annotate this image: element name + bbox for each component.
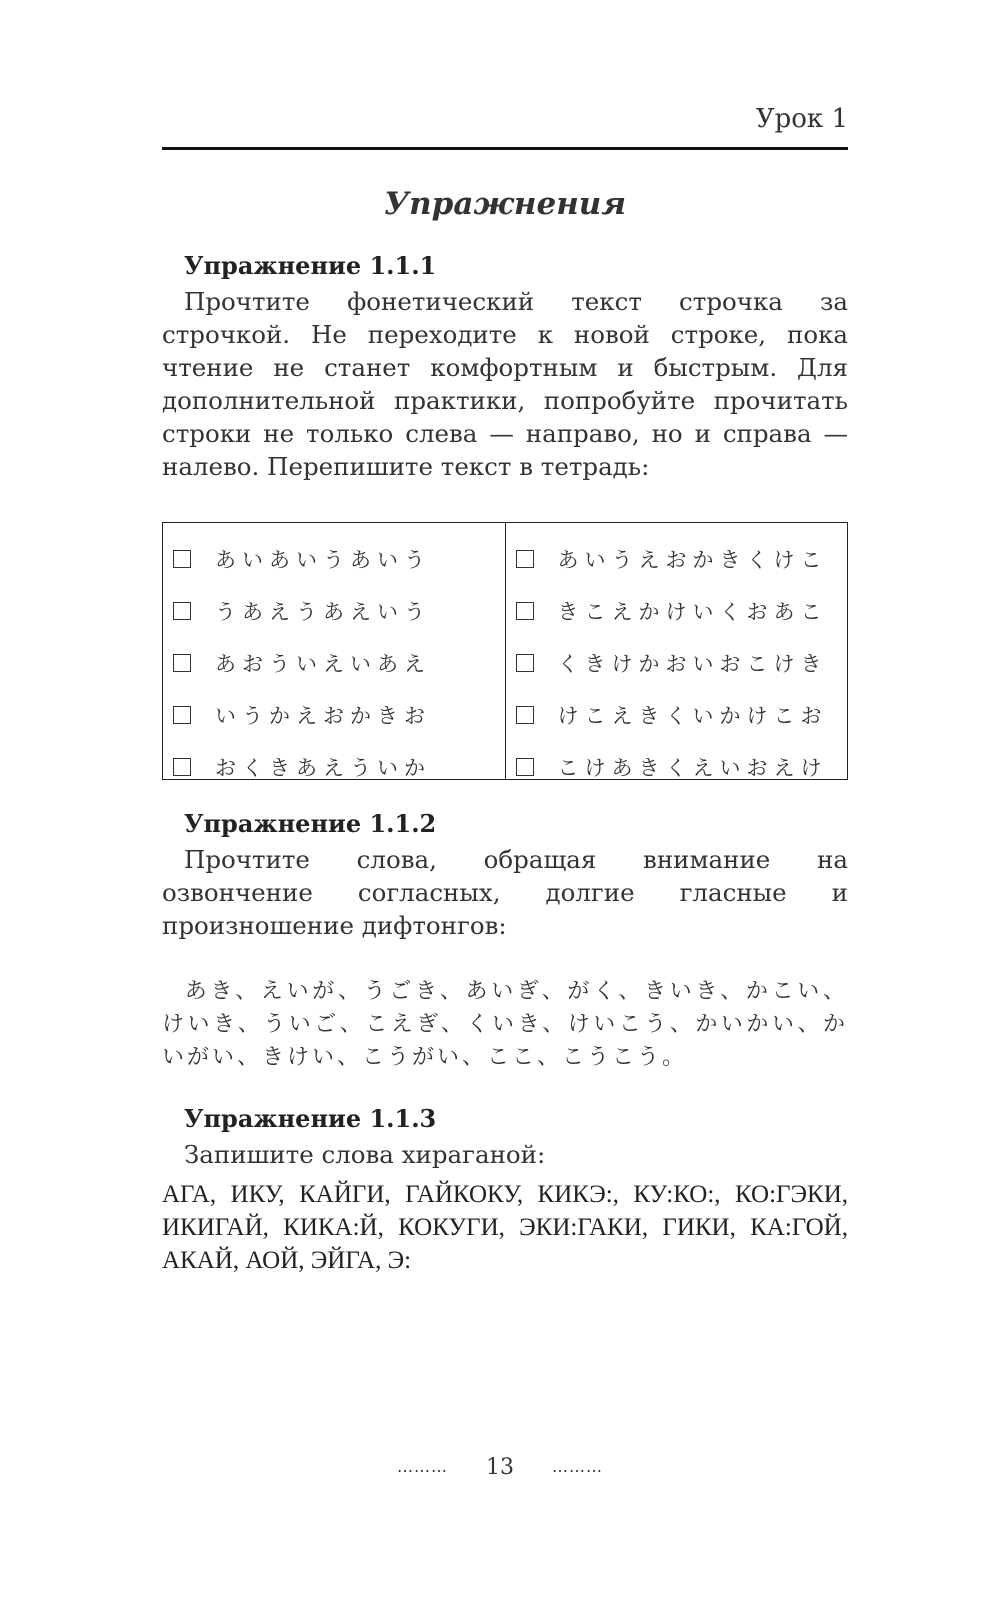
kana-line: あいうえおかきくけこ bbox=[557, 548, 828, 572]
kana-row bbox=[163, 585, 505, 637]
exercise-2-title: Упражнение 1.1.2 bbox=[184, 809, 437, 838]
kana-row bbox=[506, 585, 848, 637]
exercise-2-text: Прочтите слова, обращая внимание на озвончение согласных, долгие гласные и произношение дифтонгов: bbox=[162, 845, 848, 940]
kana-line: くきけかおいおこけき bbox=[557, 652, 828, 676]
kana-line: あおういえいあえ bbox=[215, 652, 431, 676]
page-footer bbox=[0, 1455, 1000, 1480]
checkbox[interactable] bbox=[173, 550, 191, 568]
kana-line: けこえきくいかけこお bbox=[557, 704, 828, 728]
footer-dots-right: ……… bbox=[552, 1457, 603, 1476]
header-rule bbox=[162, 147, 848, 150]
exercise-1-title: Упражнение 1.1.1 bbox=[184, 251, 437, 280]
footer-dots-left: ……… bbox=[397, 1457, 448, 1476]
kana-row bbox=[506, 637, 848, 689]
checkbox[interactable] bbox=[173, 654, 191, 672]
kana-line: いうかえおかきお bbox=[215, 704, 431, 728]
section-title: Упражнения bbox=[383, 186, 627, 222]
checkbox[interactable] bbox=[516, 706, 534, 724]
kana-row bbox=[163, 533, 505, 585]
exercise-1-text: Прочтите фонетический текст строчка за строчкой. Не переходите к новой строке, пока чтение не станет комфортным и быстрым. Для дополнительной практики, попробуйте прочитать строки не только слева — направо, но и справа — налево. Перепишите текст в тетрадь: bbox=[162, 287, 848, 481]
kana-line: うあえうあえいう bbox=[215, 600, 431, 624]
running-head: Урок 1 bbox=[755, 104, 848, 134]
kana-line: おくきあえういか bbox=[215, 756, 431, 780]
kana-column-right bbox=[505, 523, 848, 779]
checkbox[interactable] bbox=[516, 758, 534, 776]
kana-row bbox=[163, 741, 505, 793]
kana-line: あいあいうあいう bbox=[215, 548, 431, 572]
checkbox[interactable] bbox=[516, 654, 534, 672]
exercise-3-title: Упражнение 1.1.3 bbox=[184, 1104, 437, 1133]
kana-line: きこえかけいくおあこ bbox=[557, 600, 828, 624]
kana-row bbox=[163, 689, 505, 741]
kana-row bbox=[506, 533, 848, 585]
checkbox[interactable] bbox=[516, 602, 534, 620]
checkbox[interactable] bbox=[516, 550, 534, 568]
kana-row bbox=[506, 741, 848, 793]
exercise-3-text: Запишите слова хираганой: bbox=[184, 1140, 546, 1169]
kana-row bbox=[506, 689, 848, 741]
checkbox[interactable] bbox=[173, 758, 191, 776]
kana-table bbox=[162, 522, 848, 780]
kana-line: こけあきくえいおえけ bbox=[557, 756, 828, 780]
checkbox[interactable] bbox=[173, 602, 191, 620]
exercise-3-words: АГА, ИКУ, КАЙГИ, ГАЙКОКУ, КИКЭ:, КУ:КО:, КО:ГЭКИ, ИКИГАЙ, КИКА:Й, КОКУГИ, ЭКИ:ГАКИ, ГИКИ, КА:ГОЙ, АКАЙ, АОЙ, ЭЙГА, Э: bbox=[162, 1181, 848, 1274]
page-number: 13 bbox=[486, 1455, 514, 1480]
kana-row bbox=[163, 637, 505, 689]
checkbox[interactable] bbox=[173, 706, 191, 724]
exercise-2-words: あき、えいが、うごき、あいぎ、がく、きいき、かこい、けいき、ういご、こえぎ、くいき、けいこう、かいかい、かいがい、きけい、こうがい、ここ、こうこう。 bbox=[162, 979, 848, 1070]
kana-column-left bbox=[163, 523, 505, 779]
